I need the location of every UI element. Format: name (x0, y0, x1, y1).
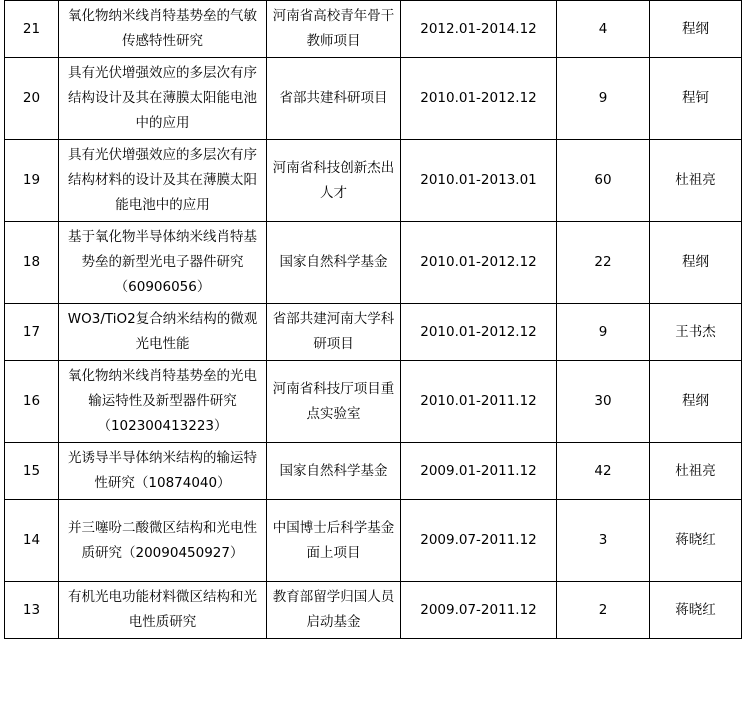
cell-leader: 程纲 (650, 1, 742, 58)
cell-leader: 程纲 (650, 361, 742, 443)
cell-period: 2009.07-2011.12 (401, 582, 557, 639)
cell-leader: 程纲 (650, 222, 742, 304)
cell-index: 20 (5, 58, 59, 140)
cell-leader: 杜祖亮 (650, 140, 742, 222)
cell-fund: 60 (557, 140, 650, 222)
cell-index: 18 (5, 222, 59, 304)
cell-period: 2010.01-2011.12 (401, 361, 557, 443)
cell-index: 21 (5, 1, 59, 58)
cell-project-source: 国家自然科学基金 (267, 443, 401, 500)
cell-index: 19 (5, 140, 59, 222)
cell-project-source: 河南省科技创新杰出人才 (267, 140, 401, 222)
cell-fund: 3 (557, 500, 650, 582)
cell-project-name: 有机光电功能材料微区结构和光电性质研究 (59, 582, 267, 639)
table-row (5, 58, 742, 140)
table-row (5, 443, 742, 500)
cell-project-source: 教育部留学归国人员启动基金 (267, 582, 401, 639)
cell-period: 2009.07-2011.12 (401, 500, 557, 582)
cell-period: 2010.01-2012.12 (401, 304, 557, 361)
cell-fund: 2 (557, 582, 650, 639)
cell-period: 2010.01-2012.12 (401, 222, 557, 304)
cell-index: 17 (5, 304, 59, 361)
cell-project-source: 河南省科技厅项目重点实验室 (267, 361, 401, 443)
cell-project-source: 省部共建河南大学科研项目 (267, 304, 401, 361)
cell-leader: 程钶 (650, 58, 742, 140)
cell-project-name: 氧化物纳米线肖特基势垒的光电输运特性及新型器件研究（102300413223） (59, 361, 267, 443)
cell-fund: 22 (557, 222, 650, 304)
table-row (5, 582, 742, 639)
cell-period: 2010.01-2013.01 (401, 140, 557, 222)
cell-index: 13 (5, 582, 59, 639)
cell-fund: 4 (557, 1, 650, 58)
cell-project-name: 基于氧化物半导体纳米线肖特基势垒的新型光电子器件研究（60906056） (59, 222, 267, 304)
table-row (5, 222, 742, 304)
cell-period: 2010.01-2012.12 (401, 58, 557, 140)
cell-project-name: 光诱导半导体纳米结构的输运特性研究（10874040） (59, 443, 267, 500)
cell-project-name: 具有光伏增强效应的多层次有序结构材料的设计及其在薄膜太阳能电池中的应用 (59, 140, 267, 222)
table-row (5, 140, 742, 222)
cell-index: 15 (5, 443, 59, 500)
cell-project-name: WO3/TiO2复合纳米结构的微观光电性能 (59, 304, 267, 361)
cell-fund: 9 (557, 304, 650, 361)
cell-leader: 蒋晓红 (650, 582, 742, 639)
table-row (5, 304, 742, 361)
cell-project-name: 氧化物纳米线肖特基势垒的气敏传感特性研究 (59, 1, 267, 58)
cell-index: 14 (5, 500, 59, 582)
cell-project-name: 并三噻吩二酸微区结构和光电性质研究（20090450927） (59, 500, 267, 582)
cell-project-source: 省部共建科研项目 (267, 58, 401, 140)
cell-period: 2009.01-2011.12 (401, 443, 557, 500)
cell-fund: 42 (557, 443, 650, 500)
cell-fund: 30 (557, 361, 650, 443)
cell-leader: 杜祖亮 (650, 443, 742, 500)
cell-fund: 9 (557, 58, 650, 140)
cell-project-name: 具有光伏增强效应的多层次有序结构设计及其在薄膜太阳能电池中的应用 (59, 58, 267, 140)
cell-project-source: 河南省高校青年骨干教师项目 (267, 1, 401, 58)
cell-project-source: 中国博士后科学基金面上项目 (267, 500, 401, 582)
cell-period: 2012.01-2014.12 (401, 1, 557, 58)
table-row (5, 361, 742, 443)
cell-leader: 蒋晓红 (650, 500, 742, 582)
table-body (5, 1, 742, 639)
table-row (5, 500, 742, 582)
project-table (4, 0, 742, 639)
cell-project-source: 国家自然科学基金 (267, 222, 401, 304)
cell-leader: 王书杰 (650, 304, 742, 361)
table-row (5, 1, 742, 58)
cell-index: 16 (5, 361, 59, 443)
